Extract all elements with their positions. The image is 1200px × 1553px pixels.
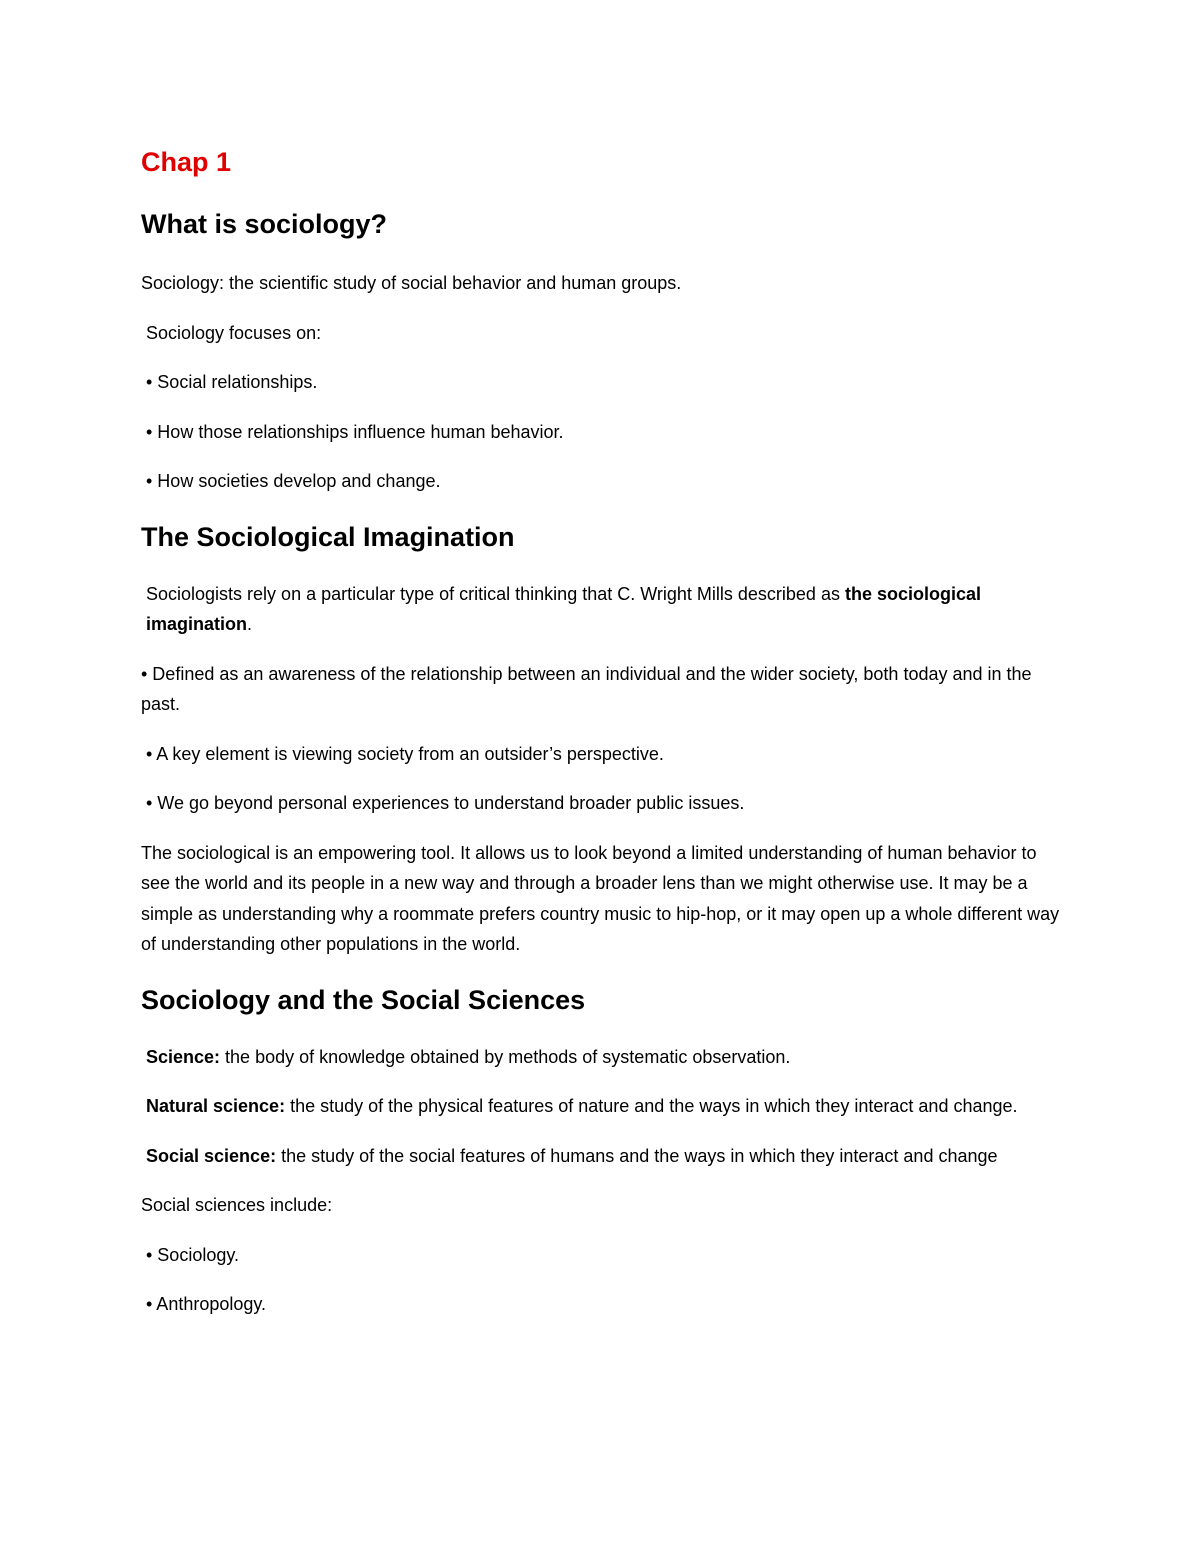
heading-what-is-sociology: What is sociology? (141, 209, 388, 239)
bullet-item: • Defined as an awareness of the relationship between an individual and the wider society, both today and in the past. (141, 663, 1032, 714)
imagination-intro (141, 579, 1061, 640)
social-science-term: Social science: (146, 1145, 277, 1166)
science-term: Science: (146, 1046, 221, 1067)
bullet-item: • We go beyond personal experiences to understand broader public issues. (146, 793, 745, 813)
natural-science-definition (141, 1091, 1061, 1122)
natural-science-def: the study of the physical features of nature and the ways in which they interact and change. (285, 1096, 1018, 1116)
focus-intro: Sociology focuses on: (146, 322, 322, 343)
social-science-def: the study of the social features of humans and the ways in which they interact and change (276, 1145, 998, 1166)
sociology-definition: Sociology: the scientific study of social behavior and human groups. (141, 273, 682, 293)
bullet-item: • A key element is viewing society from an outsider’s perspective. (146, 743, 664, 764)
bullet-item: • Sociology. (146, 1244, 240, 1265)
document-content (141, 140, 1061, 1320)
chapter-title: Chap 1 (141, 147, 232, 177)
empowering-paragraph: The sociological is an empowering tool. It allows us to look beyond a limited understanding of human behavior to see the world and its people in a new way and through a broader lens than we might otherwise use. It may be a simple as understanding why a roommate prefers country music to hip-hop, or it may open up a whole different way of understanding other populations in the world. (141, 842, 1060, 954)
bullet-item: • Social relationships. (146, 372, 318, 392)
imagination-intro-text: Sociologists rely on a particular type of critical thinking that C. Wright Mills described as (146, 583, 845, 604)
bullet-item: • How those relationships influence human behavior. (146, 421, 564, 442)
science-definition (141, 1042, 1061, 1073)
heading-sociological-imagination: The Sociological Imagination (141, 521, 515, 552)
heading-social-sciences: Sociology and the Social Sciences (141, 984, 586, 1015)
imagination-term: the sociological imagination (146, 583, 981, 634)
social-sciences-intro: Social sciences include: (141, 1195, 333, 1215)
bullet-item: • Anthropology. (146, 1294, 267, 1314)
bullet-item: • How societies develop and change. (146, 471, 441, 491)
social-science-definition (141, 1141, 1061, 1172)
science-def: the body of knowledge obtained by methods of systematic observation. (220, 1046, 791, 1067)
imagination-intro-end: . (247, 614, 253, 634)
natural-science-term: Natural science: (146, 1096, 286, 1116)
